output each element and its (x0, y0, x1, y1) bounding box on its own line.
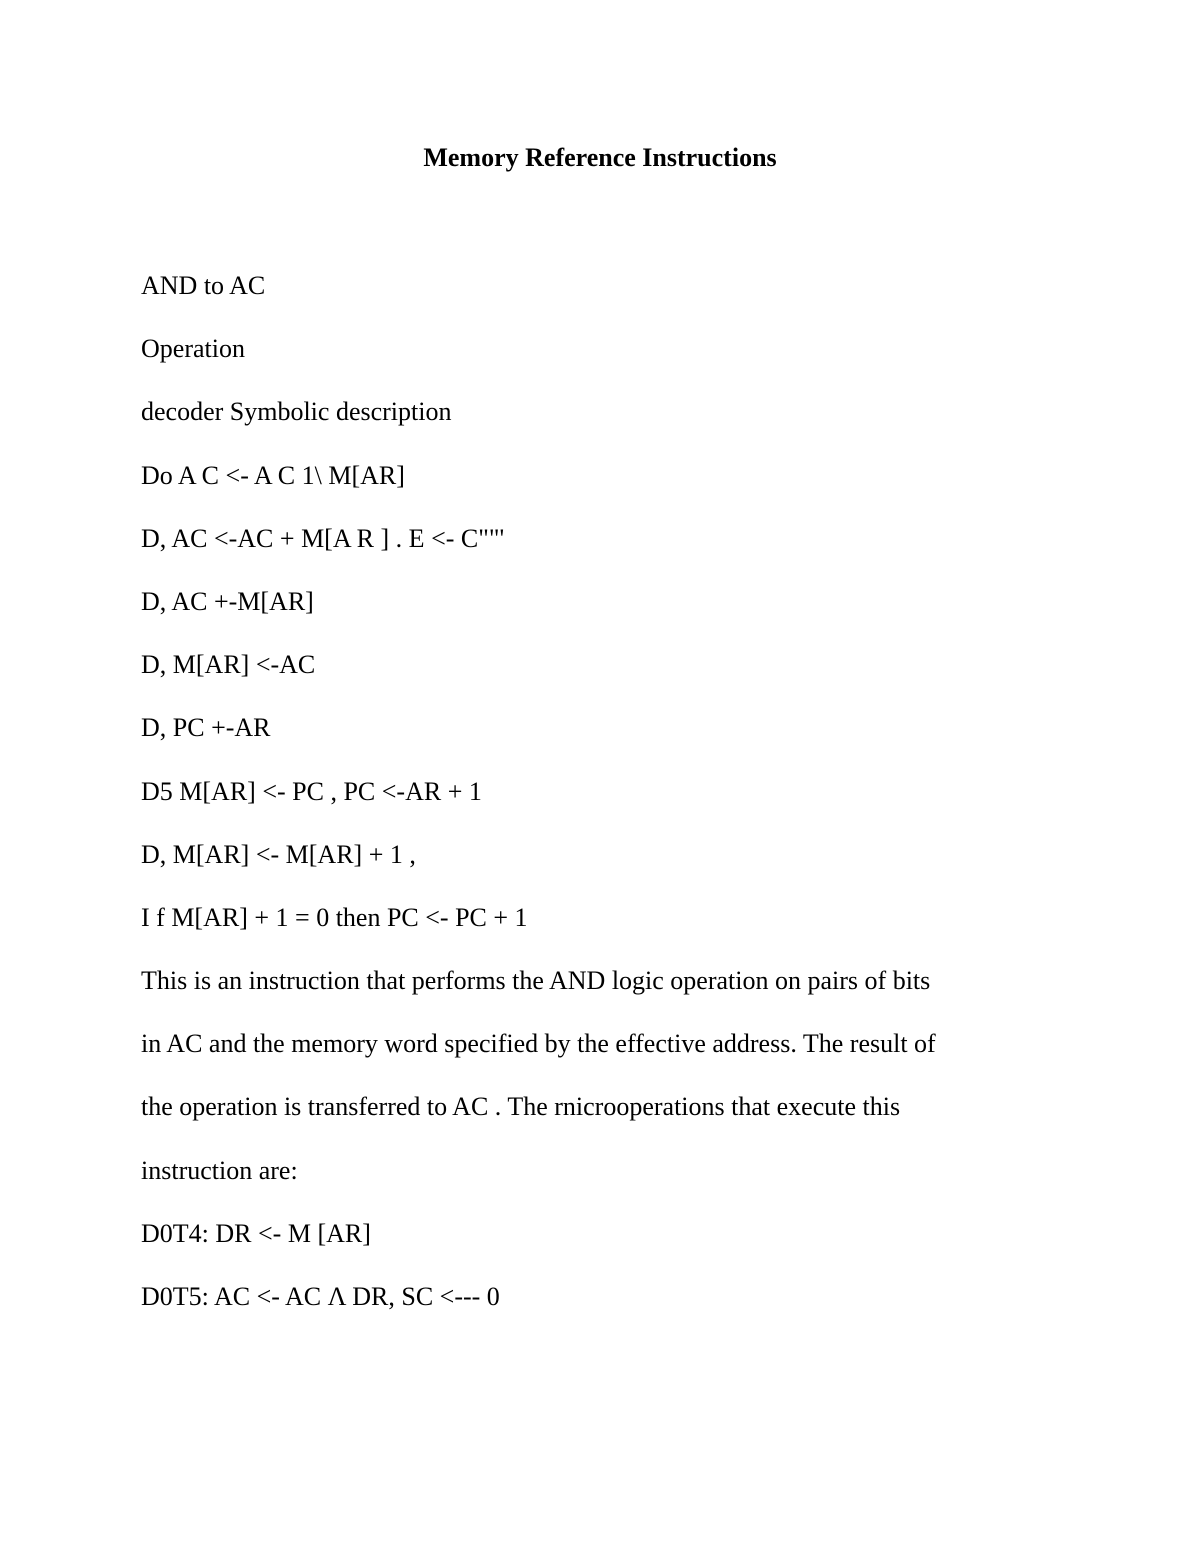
text-line: D, AC +-M[AR] (141, 586, 314, 616)
document-body (141, 268, 1041, 1342)
text-line: D0T4: DR <- M [AR] (141, 1218, 371, 1248)
text-line: AND to AC (141, 271, 266, 300)
page-title: Memory Reference Instructions (423, 143, 777, 172)
text-line: D, M[AR] <-AC (141, 650, 316, 680)
text-line: D, PC +-AR (141, 713, 271, 743)
text-line: D, M[AR] <- M[AR] + 1 , (141, 839, 416, 869)
paragraph-line: in AC and the memory word specified by the effective address. The result of (141, 1029, 936, 1059)
paragraph-line: This is an instruction that performs the AND logic operation on pairs of bits (141, 966, 931, 996)
text-line: D5 M[AR] <- PC , PC <-AR + 1 (141, 776, 482, 806)
text-line: D, AC <-AC + M[A R ] . E <- C""' (141, 523, 505, 553)
paragraph-line: the operation is transferred to AC . The rnicrooperations that execute this (141, 1092, 901, 1122)
paragraph-line: instruction are: (141, 1155, 298, 1185)
text-line: D0T5: AC <- AC Λ DR, SC <--- 0 (141, 1282, 500, 1311)
text-line: I f M[AR] + 1 = 0 then PC <- PC + 1 (141, 902, 528, 932)
text-line: decoder Symbolic description (141, 397, 452, 427)
text-line: Do A C <- A C 1\ M[AR] (141, 460, 405, 490)
text-line: Operation (141, 334, 245, 364)
